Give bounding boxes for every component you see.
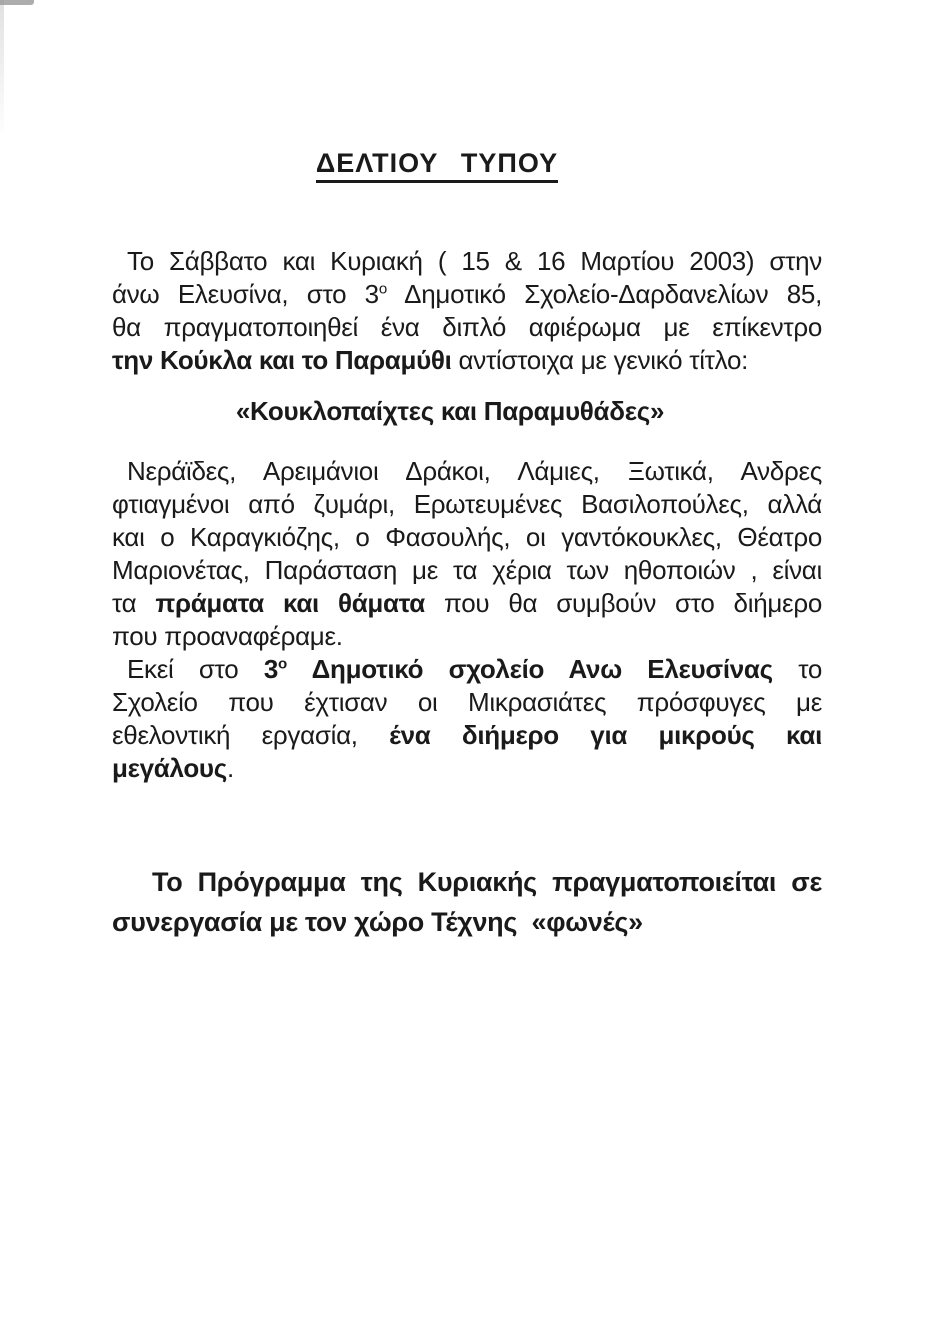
text-run: . xyxy=(226,753,234,783)
text-run: Δημοτικό Σχολείο-Δαρδανελίων 85, xyxy=(387,279,823,309)
text-run: Εκεί στο xyxy=(127,654,264,684)
event-title-text: «Κουκλοπαίχτες και Παραμυθάδες» xyxy=(235,396,665,426)
text-run: το xyxy=(772,654,822,684)
text-run: εθελοντική εργασία, xyxy=(112,720,390,750)
text-run: άνω Ελευσίνα, στο 3 xyxy=(112,279,379,309)
text-run: Νεράϊδες, Αρειμάνιοι Δράκοι, Λάμιες, Ξωτικά, Ανδρες xyxy=(127,456,822,486)
text-line xyxy=(112,587,822,620)
text-run: πράματα και θάματα xyxy=(155,588,425,618)
text-line xyxy=(112,245,822,278)
text-run: συνεργασία με τον χώρο Τέχνης «φωνές» xyxy=(112,907,643,937)
scan-artifact-edge xyxy=(0,0,4,140)
text-line xyxy=(112,752,822,785)
text-run: ένα διήμερο για μικρούς και xyxy=(389,720,822,750)
text-run: θα πραγματοποιηθεί ένα διπλό αφιέρωμα με επίκεντρο xyxy=(112,312,822,342)
text-run: Σχολείο που έχτισαν οι Μικρασιάτες πρόσφυγες με xyxy=(112,687,822,717)
description-paragraph xyxy=(112,455,822,653)
text-run: που θα συμβούν στο διήμερο xyxy=(424,588,822,618)
text-run: μεγάλους xyxy=(112,753,227,783)
text-line xyxy=(112,653,822,686)
text-line xyxy=(112,455,822,488)
text-run: και ο Καραγκιόζης, ο Φασουλής, οι γαντόκουκλες, Θέατρο xyxy=(112,522,822,552)
text-line xyxy=(112,620,822,653)
text-line xyxy=(112,521,822,554)
text-run: 3 xyxy=(263,654,278,684)
text-line xyxy=(112,554,822,587)
text-run: την Κούκλα και το Παραμύθι xyxy=(112,345,452,375)
text-line xyxy=(112,902,822,942)
document-title: ΔΕΛΤΙΟΥ ΤΥΠΟΥ xyxy=(316,150,558,183)
press-release-document xyxy=(112,150,822,942)
document-title-row xyxy=(82,150,792,183)
text-run: ο xyxy=(378,280,388,298)
text-run: Μαριονέτας, Παράσταση με τα χέρια των ηθοποιών , είναι xyxy=(112,555,822,585)
text-run: τα xyxy=(112,588,156,618)
text-run: που προαναφέραμε. xyxy=(112,621,343,651)
text-run: αντίστοιχα με γενικό τίτλο: xyxy=(451,345,749,375)
text-line xyxy=(112,278,822,311)
event-title xyxy=(95,395,805,428)
intro-paragraph xyxy=(112,245,822,377)
text-run: ο xyxy=(277,655,288,673)
text-line xyxy=(112,686,822,719)
text-line xyxy=(112,344,822,377)
document-body xyxy=(112,245,822,942)
text-run: Το Πρόγραμμα της Κυριακής πραγματοποιείται σε xyxy=(152,867,822,897)
text-run: Το Σάββατο και Κυριακή ( 15 & 16 Μαρτίου 2003) στην xyxy=(127,246,822,276)
text-line xyxy=(112,311,822,344)
text-run: Δημοτικό σχολείο Ανω Ελευσίνας xyxy=(287,654,773,684)
text-line xyxy=(112,862,822,902)
location-paragraph xyxy=(112,653,822,785)
text-line xyxy=(112,488,822,521)
text-run: φτιαγμένοι από ζυμάρι, Ερωτευμένες Βασιλοπούλες, αλλά xyxy=(112,489,822,519)
scan-artifact-mark xyxy=(0,0,34,5)
collaboration-paragraph xyxy=(112,862,822,942)
text-line xyxy=(112,719,822,752)
